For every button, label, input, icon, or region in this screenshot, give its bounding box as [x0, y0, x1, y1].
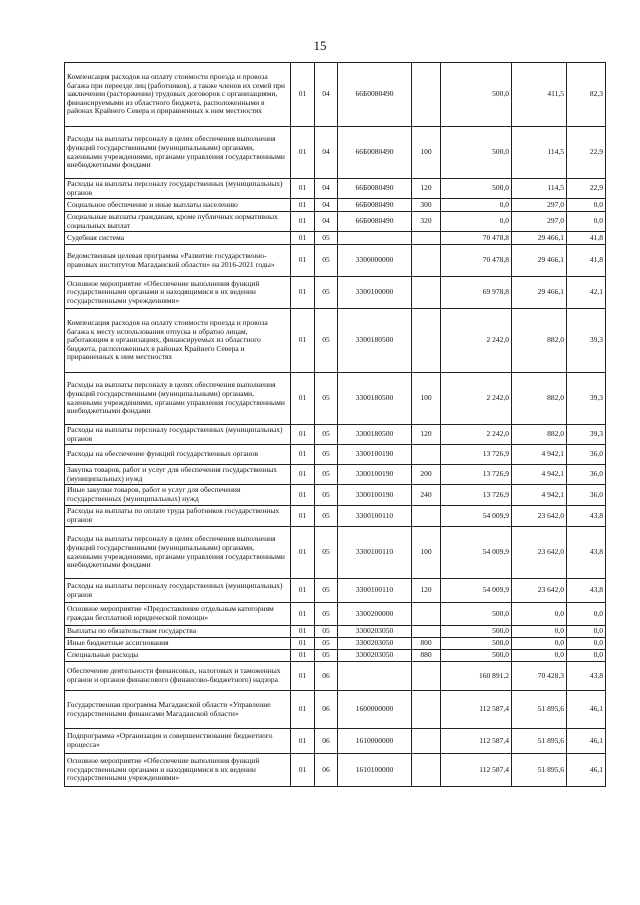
- row-name: Расходы на выплаты персоналу государственных (муниципальных) органов: [65, 179, 291, 199]
- table-row: [65, 603, 606, 626]
- table-row: [65, 638, 606, 650]
- row-expense-type: 100: [412, 527, 441, 579]
- row-target-item: 66Б0080490: [338, 127, 412, 179]
- row-target-item: 66Б0080490: [338, 212, 412, 232]
- row-subsection: 04: [315, 199, 338, 212]
- row-planned-amount: 500,0: [441, 179, 512, 199]
- row-target-item: 3300100110: [338, 506, 412, 527]
- table-row: [65, 212, 606, 232]
- row-planned-amount: 500,0: [441, 603, 512, 626]
- row-expense-type: [412, 691, 441, 729]
- row-subsection: 05: [315, 373, 338, 425]
- row-section: 01: [291, 650, 315, 662]
- table-row: [65, 465, 606, 485]
- row-planned-amount: 54 009,9: [441, 527, 512, 579]
- row-percent: 0,0: [567, 650, 606, 662]
- row-planned-amount: 0,0: [441, 199, 512, 212]
- row-subsection: 04: [315, 212, 338, 232]
- row-section: 01: [291, 691, 315, 729]
- row-planned-amount: 70 478,8: [441, 232, 512, 245]
- table-body: [65, 63, 606, 787]
- row-subsection: 04: [315, 179, 338, 199]
- row-name: Государственная программа Магаданской области «Управление государственными финансами Магаданской области»: [65, 691, 291, 729]
- row-subsection: 06: [315, 662, 338, 691]
- row-subsection: 06: [315, 754, 338, 787]
- row-expense-type: 200: [412, 465, 441, 485]
- row-subsection: 05: [315, 425, 338, 445]
- row-target-item: [338, 662, 412, 691]
- row-actual-amount: 29 466,1: [512, 245, 567, 277]
- row-percent: 36,0: [567, 485, 606, 506]
- row-section: 01: [291, 485, 315, 506]
- row-subsection: 05: [315, 277, 338, 309]
- row-subsection: 05: [315, 638, 338, 650]
- row-actual-amount: 0,0: [512, 626, 567, 638]
- row-name: Расходы на выплаты персоналу в целях обеспечения выполнения функций государственными (муниципальными) органами, казенными учреждениями, органами управления государственными внебюджетными фондами: [65, 527, 291, 579]
- row-actual-amount: 29 466,1: [512, 277, 567, 309]
- row-expense-type: [412, 445, 441, 465]
- row-planned-amount: 500,0: [441, 127, 512, 179]
- row-percent: 41,8: [567, 232, 606, 245]
- row-percent: 39,3: [567, 309, 606, 373]
- row-percent: 39,3: [567, 425, 606, 445]
- row-actual-amount: 51 895,6: [512, 729, 567, 754]
- row-section: 01: [291, 425, 315, 445]
- row-target-item: 3300100190: [338, 485, 412, 506]
- row-actual-amount: 882,0: [512, 373, 567, 425]
- row-expense-type: 300: [412, 199, 441, 212]
- row-planned-amount: 2 242,0: [441, 373, 512, 425]
- row-expense-type: 120: [412, 579, 441, 603]
- row-percent: 0,0: [567, 638, 606, 650]
- row-actual-amount: 23 642,0: [512, 506, 567, 527]
- row-actual-amount: 23 642,0: [512, 579, 567, 603]
- row-subsection: 05: [315, 579, 338, 603]
- row-target-item: 3300200000: [338, 603, 412, 626]
- row-percent: 41,8: [567, 245, 606, 277]
- row-section: 01: [291, 662, 315, 691]
- row-target-item: 3300000000: [338, 245, 412, 277]
- row-percent: 43,8: [567, 506, 606, 527]
- table-row: [65, 309, 606, 373]
- table-row: [65, 754, 606, 787]
- budget-table: [64, 62, 606, 787]
- row-target-item: 3300100110: [338, 579, 412, 603]
- row-section: 01: [291, 212, 315, 232]
- row-percent: 22,9: [567, 127, 606, 179]
- row-subsection: 05: [315, 527, 338, 579]
- row-actual-amount: 882,0: [512, 425, 567, 445]
- table-row: [65, 277, 606, 309]
- row-actual-amount: 0,0: [512, 638, 567, 650]
- row-section: 01: [291, 277, 315, 309]
- row-section: 01: [291, 638, 315, 650]
- row-planned-amount: 112 587,4: [441, 691, 512, 729]
- row-target-item: 3300180500: [338, 309, 412, 373]
- row-target-item: 3300203050: [338, 650, 412, 662]
- row-section: 01: [291, 506, 315, 527]
- row-actual-amount: 0,0: [512, 650, 567, 662]
- row-planned-amount: 500,0: [441, 650, 512, 662]
- table-row: [65, 445, 606, 465]
- table-row: [65, 179, 606, 199]
- row-name: Специальные расходы: [65, 650, 291, 662]
- row-target-item: 3300100190: [338, 445, 412, 465]
- row-subsection: 05: [315, 445, 338, 465]
- row-expense-type: [412, 626, 441, 638]
- row-section: 01: [291, 465, 315, 485]
- row-name: Основное мероприятие «Обеспечение выполнения функций государственными органами и находящимися в их ведении государственными учреждениями»: [65, 277, 291, 309]
- row-target-item: [338, 232, 412, 245]
- row-percent: 36,0: [567, 445, 606, 465]
- row-name: Обеспечение деятельности финансовых, налоговых и таможенных органов и органов финансового (финансово-бюджетного) надзора: [65, 662, 291, 691]
- row-name: Компенсация расходов на оплату стоимости проезда и провоза багажа при переезде лиц (работников), а также членов их семей при заключении (расторжении) трудовых договоров с организациями, финансируемыми из областного бюджета, расположенными в районах Крайнего Севера и приравненных к ним местностях: [65, 63, 291, 127]
- row-subsection: 05: [315, 485, 338, 506]
- row-expense-type: 120: [412, 425, 441, 445]
- table-row: [65, 650, 606, 662]
- row-expense-type: [412, 662, 441, 691]
- row-actual-amount: 4 942,1: [512, 445, 567, 465]
- row-name: Выплаты по обязательствам государства: [65, 626, 291, 638]
- page-number: 15: [313, 38, 327, 53]
- row-section: 01: [291, 729, 315, 754]
- row-percent: 43,8: [567, 579, 606, 603]
- table-row: [65, 506, 606, 527]
- row-actual-amount: 297,0: [512, 212, 567, 232]
- row-expense-type: 100: [412, 373, 441, 425]
- row-name: Закупка товаров, работ и услуг для обеспечения государственных (муниципальных) нужд: [65, 465, 291, 485]
- row-subsection: 06: [315, 691, 338, 729]
- row-percent: 46,1: [567, 691, 606, 729]
- row-subsection: 05: [315, 506, 338, 527]
- row-planned-amount: 0,0: [441, 212, 512, 232]
- row-section: 01: [291, 179, 315, 199]
- row-percent: 46,1: [567, 729, 606, 754]
- row-percent: 36,0: [567, 465, 606, 485]
- row-actual-amount: 114,5: [512, 179, 567, 199]
- row-expense-type: [412, 245, 441, 277]
- row-section: 01: [291, 626, 315, 638]
- table-row: [65, 63, 606, 127]
- row-percent: 82,3: [567, 63, 606, 127]
- table-row: [65, 425, 606, 445]
- row-expense-type: 800: [412, 638, 441, 650]
- row-percent: 46,1: [567, 754, 606, 787]
- row-planned-amount: 2 242,0: [441, 425, 512, 445]
- row-section: 01: [291, 603, 315, 626]
- row-planned-amount: 69 978,8: [441, 277, 512, 309]
- table-row: [65, 373, 606, 425]
- row-name: Расходы на обеспечение функций государственных органов: [65, 445, 291, 465]
- row-subsection: 05: [315, 309, 338, 373]
- row-actual-amount: 411,5: [512, 63, 567, 127]
- row-planned-amount: 500,0: [441, 626, 512, 638]
- row-percent: 42,1: [567, 277, 606, 309]
- table-row: [65, 662, 606, 691]
- row-expense-type: [412, 277, 441, 309]
- row-subsection: 05: [315, 232, 338, 245]
- row-planned-amount: 500,0: [441, 638, 512, 650]
- row-percent: 0,0: [567, 199, 606, 212]
- row-name: Ведомственная целевая программа «Развитие государственно-правовых институтов Магаданской области» на 2016-2021 годы»: [65, 245, 291, 277]
- row-percent: 0,0: [567, 603, 606, 626]
- row-subsection: 05: [315, 650, 338, 662]
- row-name: Подпрограмма «Организация и совершенствование бюджетного процесса»: [65, 729, 291, 754]
- row-actual-amount: 882,0: [512, 309, 567, 373]
- row-actual-amount: 51 895,6: [512, 754, 567, 787]
- table-row: [65, 729, 606, 754]
- row-planned-amount: 2 242,0: [441, 309, 512, 373]
- row-expense-type: [412, 309, 441, 373]
- row-actual-amount: 4 942,1: [512, 465, 567, 485]
- row-section: 01: [291, 754, 315, 787]
- row-planned-amount: 160 891,2: [441, 662, 512, 691]
- row-planned-amount: 54 009,9: [441, 579, 512, 603]
- row-percent: 39,3: [567, 373, 606, 425]
- row-target-item: 3300203050: [338, 626, 412, 638]
- row-target-item: 1610100000: [338, 754, 412, 787]
- row-expense-type: [412, 729, 441, 754]
- row-actual-amount: 51 895,6: [512, 691, 567, 729]
- row-section: 01: [291, 63, 315, 127]
- row-name: Расходы на выплаты по оплате труда работников государственных органов: [65, 506, 291, 527]
- row-section: 01: [291, 373, 315, 425]
- row-planned-amount: 13 726,9: [441, 485, 512, 506]
- row-subsection: 04: [315, 63, 338, 127]
- row-name: Социальное обеспечение и иные выплаты населению: [65, 199, 291, 212]
- row-section: 01: [291, 245, 315, 277]
- row-percent: 0,0: [567, 626, 606, 638]
- table-row: [65, 691, 606, 729]
- row-actual-amount: 297,0: [512, 199, 567, 212]
- row-subsection: 05: [315, 626, 338, 638]
- row-planned-amount: 13 726,9: [441, 465, 512, 485]
- row-percent: 22,9: [567, 179, 606, 199]
- row-section: 01: [291, 199, 315, 212]
- row-actual-amount: 4 942,1: [512, 485, 567, 506]
- row-planned-amount: 70 478,8: [441, 245, 512, 277]
- row-planned-amount: 112 587,4: [441, 754, 512, 787]
- row-target-item: 66Б0080490: [338, 179, 412, 199]
- row-actual-amount: 0,0: [512, 603, 567, 626]
- row-percent: 43,8: [567, 527, 606, 579]
- row-section: 01: [291, 232, 315, 245]
- table-row: [65, 245, 606, 277]
- row-section: 01: [291, 579, 315, 603]
- row-subsection: 04: [315, 127, 338, 179]
- row-expense-type: [412, 506, 441, 527]
- row-expense-type: [412, 754, 441, 787]
- row-subsection: 06: [315, 729, 338, 754]
- row-name: Расходы на выплаты персоналу государственных (муниципальных) органов: [65, 579, 291, 603]
- row-name: Социальные выплаты гражданам, кроме публичных нормативных социальных выплат: [65, 212, 291, 232]
- row-target-item: 3300100190: [338, 465, 412, 485]
- row-subsection: 05: [315, 603, 338, 626]
- row-percent: 0,0: [567, 212, 606, 232]
- row-section: 01: [291, 127, 315, 179]
- row-expense-type: [412, 232, 441, 245]
- row-expense-type: 880: [412, 650, 441, 662]
- row-expense-type: 240: [412, 485, 441, 506]
- row-expense-type: [412, 603, 441, 626]
- row-expense-type: 100: [412, 127, 441, 179]
- row-expense-type: 320: [412, 212, 441, 232]
- row-section: 01: [291, 445, 315, 465]
- row-name: Основное мероприятие «Обеспечение выполнения функций государственными органами и находящимися в их ведении государственными учреждениями»: [65, 754, 291, 787]
- row-name: Компенсация расходов на оплату стоимости проезда и провоза багажа к месту использования отпуска и обратно лицам, работающим в организациях, финансируемых из областного бюджета, расположенных в районах Крайнего Севера и приравненных к ним местностях: [65, 309, 291, 373]
- row-name: Расходы на выплаты персоналу в целях обеспечения выполнения функций государственными (муниципальными) органами, казенными учреждениями, органами управления государственными внебюджетными фондами: [65, 127, 291, 179]
- row-target-item: 1600000000: [338, 691, 412, 729]
- row-name: Основное мероприятие «Предоставление отдельным категориям граждан бесплатной юридической помощи»: [65, 603, 291, 626]
- row-name: Расходы на выплаты персоналу государственных (муниципальных) органов: [65, 425, 291, 445]
- row-section: 01: [291, 527, 315, 579]
- row-name: Судебная система: [65, 232, 291, 245]
- row-percent: 43,8: [567, 662, 606, 691]
- row-planned-amount: 500,0: [441, 63, 512, 127]
- row-actual-amount: 29 466,1: [512, 232, 567, 245]
- row-name: Иные закупки товаров, работ и услуг для обеспечения государственных (муниципальных) нужд: [65, 485, 291, 506]
- row-target-item: 66Б0080490: [338, 63, 412, 127]
- row-planned-amount: 13 726,9: [441, 445, 512, 465]
- row-planned-amount: 112 587,4: [441, 729, 512, 754]
- row-expense-type: 120: [412, 179, 441, 199]
- row-subsection: 05: [315, 245, 338, 277]
- table-row: [65, 232, 606, 245]
- row-expense-type: [412, 63, 441, 127]
- row-target-item: 3300180500: [338, 425, 412, 445]
- row-target-item: 3300100000: [338, 277, 412, 309]
- table-row: [65, 485, 606, 506]
- row-target-item: 1610000000: [338, 729, 412, 754]
- row-actual-amount: 114,5: [512, 127, 567, 179]
- table-row: [65, 527, 606, 579]
- row-name: Иные бюджетные ассигнования: [65, 638, 291, 650]
- row-target-item: 66Б0080490: [338, 199, 412, 212]
- table-row: [65, 579, 606, 603]
- row-section: 01: [291, 309, 315, 373]
- row-target-item: 3300203050: [338, 638, 412, 650]
- table-row: [65, 199, 606, 212]
- row-target-item: 3300100110: [338, 527, 412, 579]
- row-subsection: 05: [315, 465, 338, 485]
- row-name: Расходы на выплаты персоналу в целях обеспечения выполнения функций государственными (муниципальными) органами, казенными учреждениями, органами управления государственными внебюджетными фондами: [65, 373, 291, 425]
- row-actual-amount: 23 642,0: [512, 527, 567, 579]
- table-row: [65, 127, 606, 179]
- row-target-item: 3300180500: [338, 373, 412, 425]
- row-actual-amount: 70 428,3: [512, 662, 567, 691]
- row-planned-amount: 54 009,9: [441, 506, 512, 527]
- table-row: [65, 626, 606, 638]
